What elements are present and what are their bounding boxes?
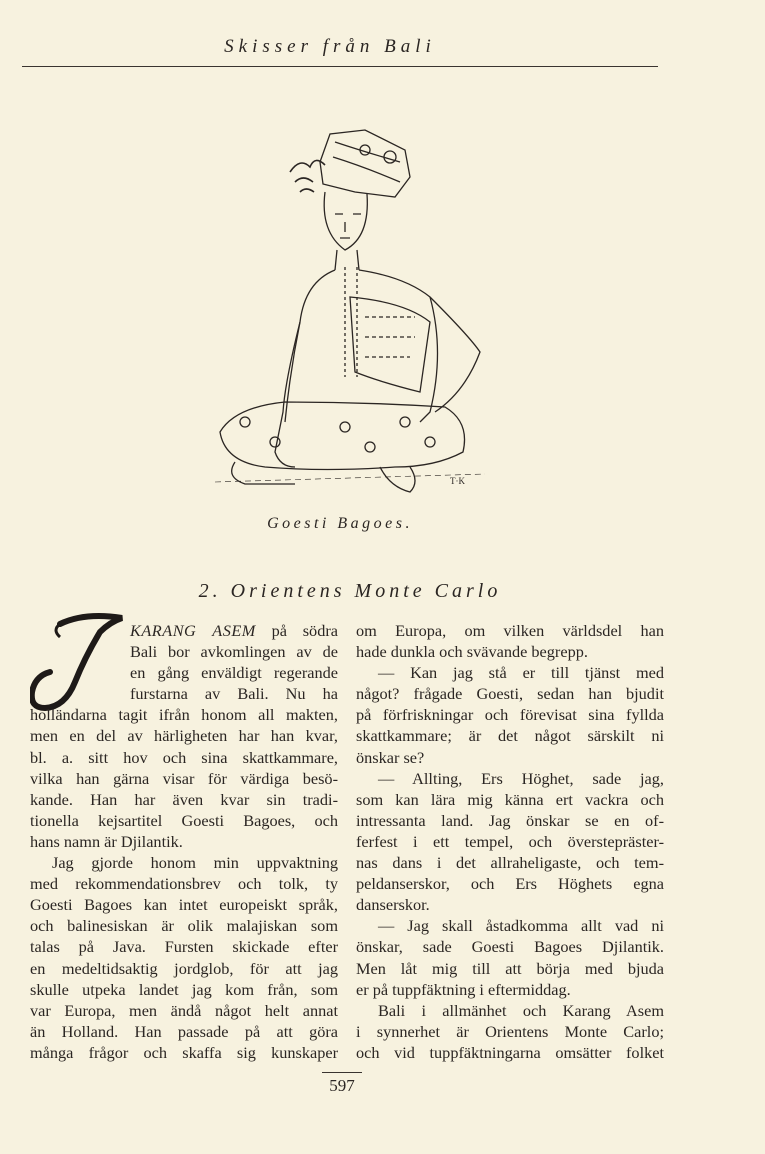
figure-caption: Goesti Bagoes. bbox=[267, 515, 413, 532]
text-line: er på tuppfäktning i eftermiddag. bbox=[356, 979, 571, 999]
text-line: furstarna av Bali. Nu ha bbox=[130, 684, 338, 704]
text-line: intressanta land. Jag önskar se en of- bbox=[356, 810, 664, 830]
text-line: som kan lära mig känna ert vackra och bbox=[356, 789, 664, 809]
text-line: Bali i allmänhet och Karang Asem bbox=[378, 1000, 664, 1020]
text-line: önskar, sade Goesti Bagoes Djilantik. bbox=[356, 937, 664, 957]
line-rest: på södra bbox=[255, 621, 338, 640]
section-title: 2. Orientens Monte Carlo bbox=[198, 580, 502, 602]
text-line: men en del av härligheten har han kvar, bbox=[30, 726, 338, 746]
running-head: Skisser från Bali bbox=[224, 36, 436, 57]
text-line: Men låt mig till att börja med bjuda bbox=[356, 958, 664, 978]
page-number: 597 bbox=[329, 1076, 355, 1095]
text-line: på förfriskningar och förevisat sina fyllda bbox=[356, 705, 664, 725]
text-line: — Allting, Ers Höghet, sade jag, bbox=[378, 768, 664, 788]
text-line: om Europa, om vilken världsdel han bbox=[356, 621, 664, 640]
italic-name: KARANG ASEM bbox=[130, 621, 256, 640]
text-line: var Europa, men ändå något helt annat bbox=[30, 1000, 338, 1020]
text-line: ferfest i ett tempel, och överstepräster- bbox=[356, 831, 664, 851]
text-line: en gång enväldigt regerande bbox=[130, 663, 338, 683]
artist-signature: T·K bbox=[450, 476, 465, 486]
text-line: önskar se? bbox=[356, 747, 425, 767]
text-line: Jag gjorde honom min uppvaktning bbox=[52, 853, 338, 873]
text-line: kande. Han har även kvar sin tradi- bbox=[30, 789, 338, 809]
page-number-rule bbox=[322, 1072, 362, 1073]
illustration-seated-figure bbox=[205, 122, 495, 507]
text-line: talas på Java. Fursten skickade efter bbox=[30, 937, 338, 957]
text-line: Bali bor avkomlingen av de bbox=[130, 642, 338, 662]
text-line: danserskor. bbox=[356, 895, 430, 915]
right-column bbox=[356, 620, 664, 1063]
text-line: holländarna tagit ifrån honom all makten, bbox=[30, 705, 338, 725]
text-line: vilka han gärna visar för värdiga besö- bbox=[30, 768, 338, 788]
text-line: en medeltidsaktig jordglob, för att jag bbox=[30, 958, 338, 978]
text-line: många frågor och skaffa sig kunskaper bbox=[30, 1042, 338, 1062]
text-line: hade dunkla och svävande begrepp. bbox=[356, 642, 588, 662]
text-line bbox=[130, 620, 338, 641]
text-line: något? frågade Goesti, sedan han bjudit bbox=[356, 684, 664, 704]
text-line: i synnerhet är Orientens Monte Carlo; bbox=[356, 1021, 664, 1041]
header-rule bbox=[22, 66, 658, 67]
left-column bbox=[30, 620, 338, 1063]
text-line: och vid tuppfäktningarna omsätter folket bbox=[356, 1042, 664, 1062]
text-line: hans namn är Djilantik. bbox=[30, 831, 183, 851]
text-line: — Kan jag stå er till tjänst med bbox=[378, 663, 664, 683]
text-line: Goesti Bagoes kan intet europeiskt språk, bbox=[30, 895, 338, 915]
text-line: — Jag skall åstadkomma allt vad ni bbox=[378, 916, 664, 936]
text-line: nas dans i det allraheligaste, och tem- bbox=[356, 853, 664, 873]
text-line: tionella kejsartitel Goesti Bagoes, och bbox=[30, 810, 338, 830]
text-line: bl. a. sitt hov och sina skattkammare, bbox=[30, 747, 338, 767]
text-line: med rekommendationsbrev och tolk, ty bbox=[30, 874, 338, 894]
text-line: skattkammare; är det något särskilt ni bbox=[356, 726, 664, 746]
text-line: peldanserskor, och Ers Höghets egna bbox=[356, 874, 664, 894]
text-line: och balinesiskan är olik malajiskan som bbox=[30, 916, 338, 936]
text-line: skulle utpeka landet jag kom från, som bbox=[30, 979, 338, 999]
text-line: än Holland. Han passade på att göra bbox=[30, 1021, 338, 1041]
